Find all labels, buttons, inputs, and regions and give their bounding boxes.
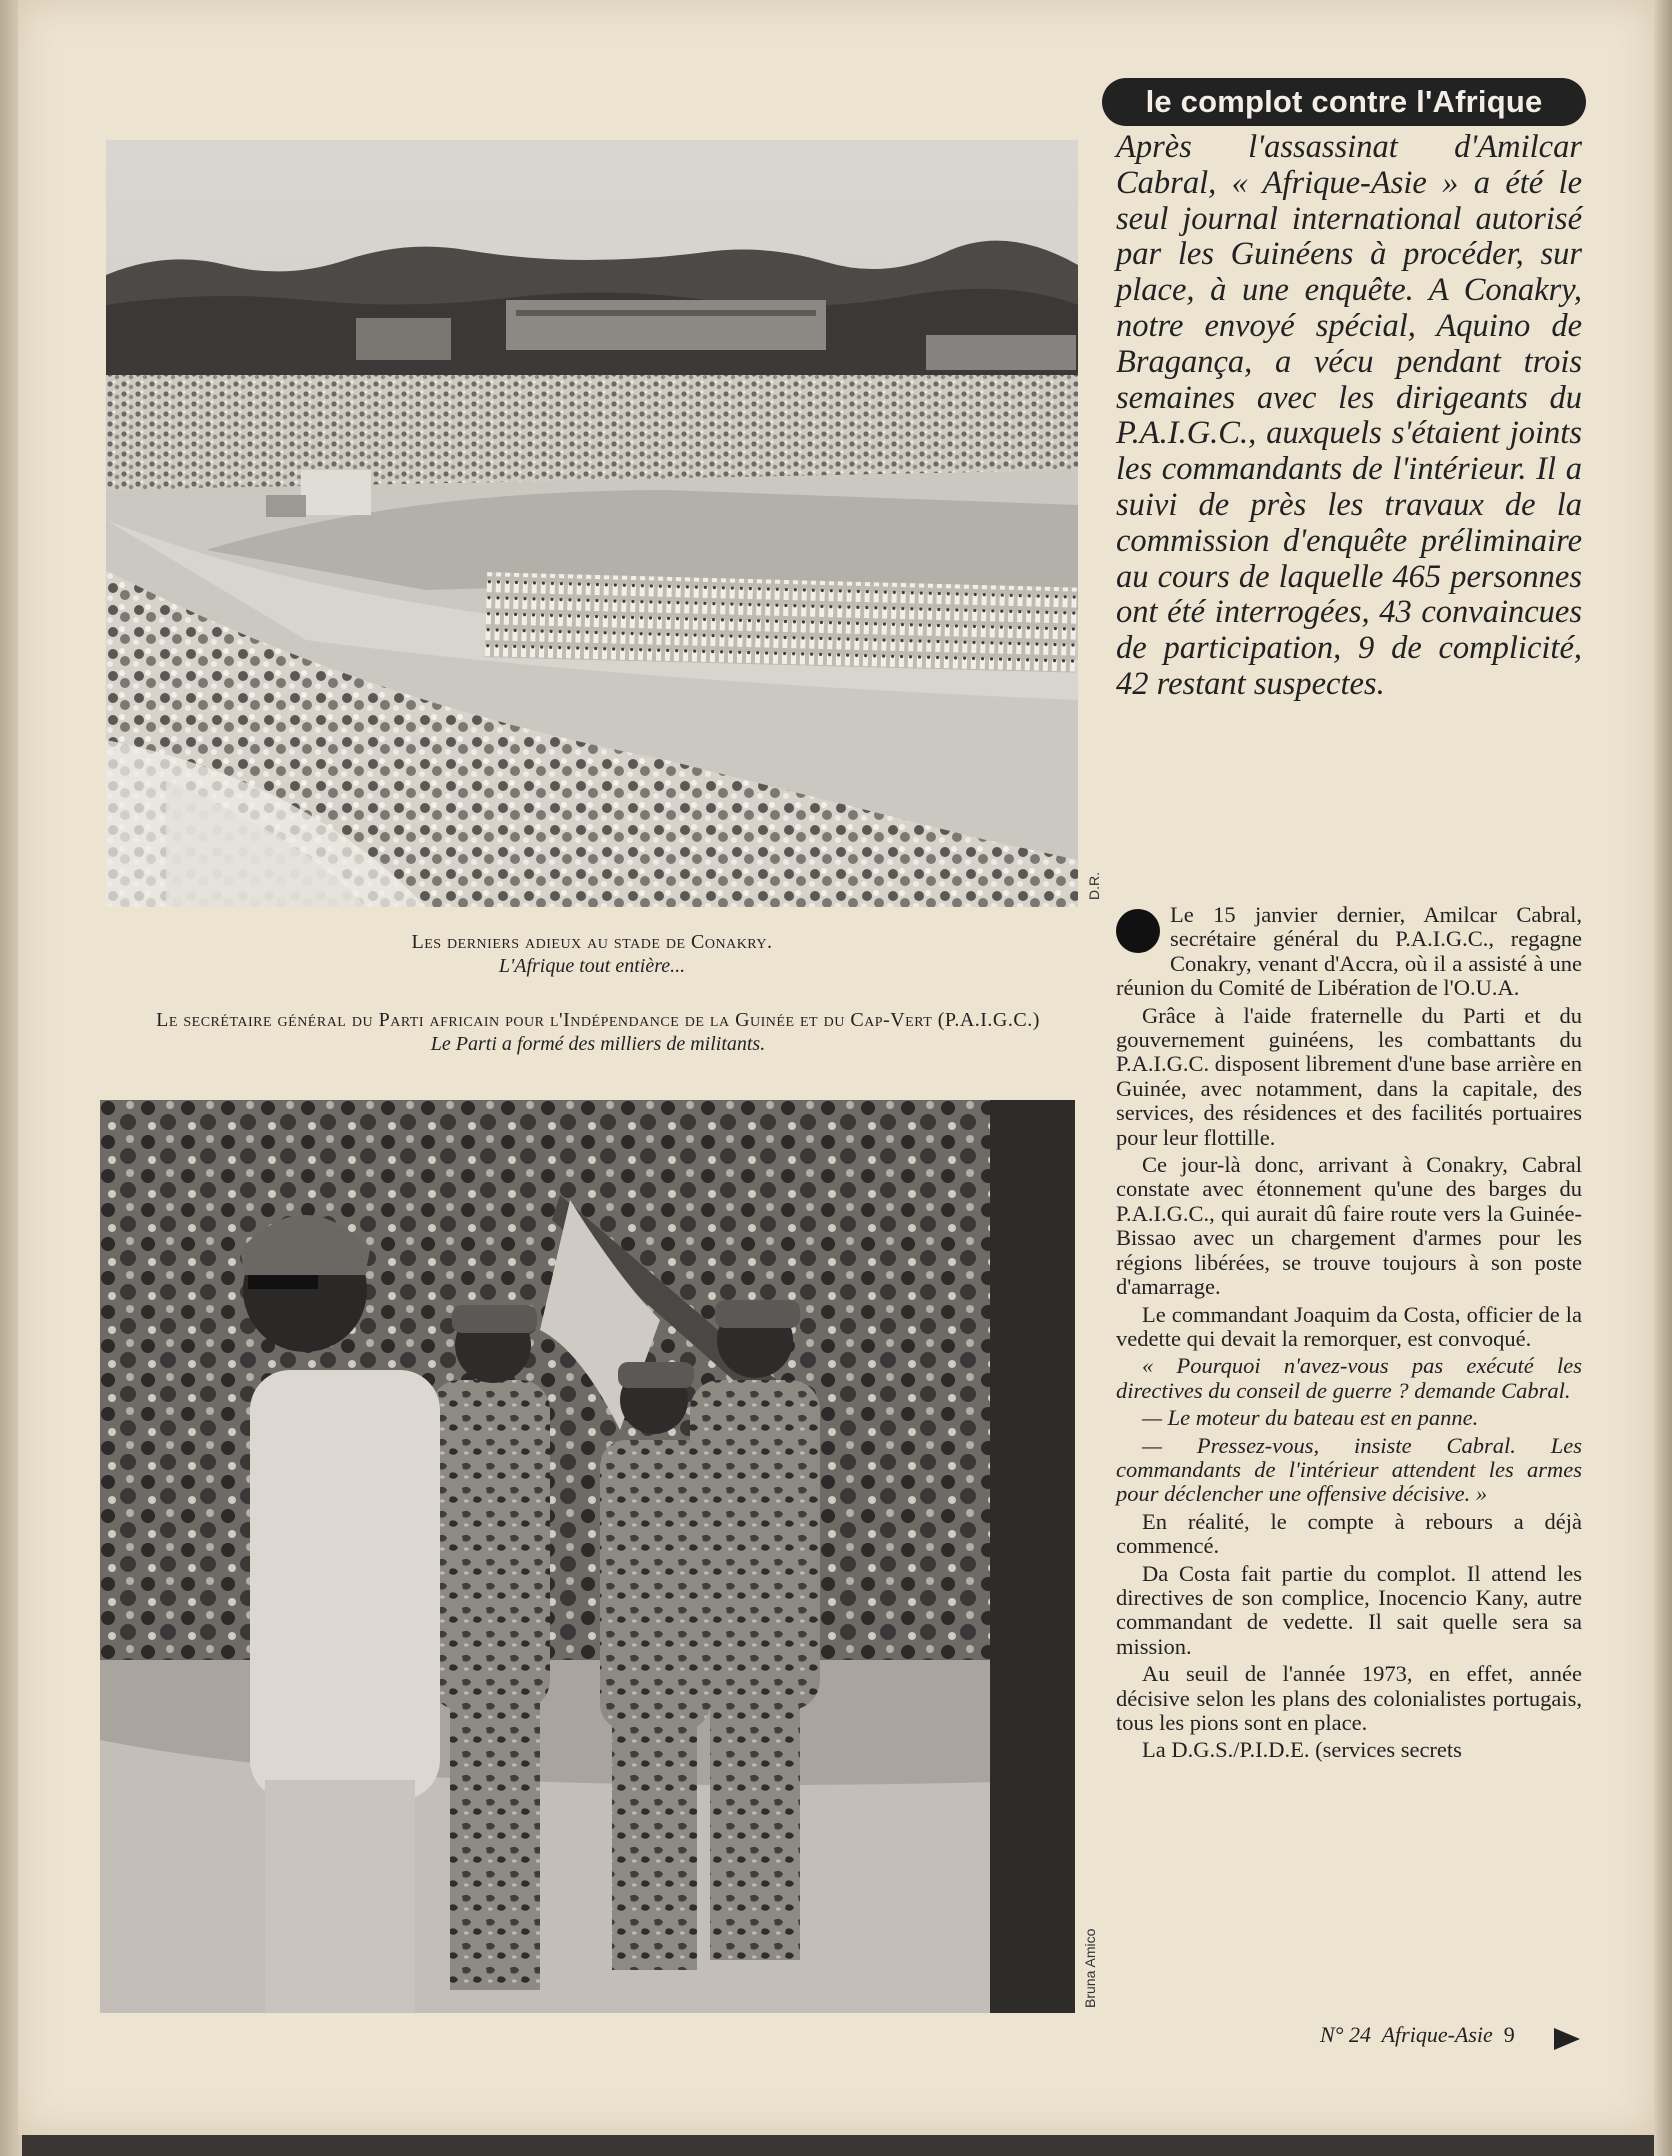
body-paragraph-11: La D.G.S./P.I.D.E. (services secrets — [1142, 1737, 1462, 1763]
continue-arrow-icon — [1554, 2028, 1580, 2050]
page-number: 9 — [1503, 2022, 1515, 2047]
right-page-edge — [1654, 0, 1672, 2156]
stadium-photo — [106, 140, 1078, 907]
caption-soldiers-subtitle: Le Parti a formé des milliers de militants. — [430, 1033, 766, 1055]
page-footer — [1320, 2022, 1515, 2048]
soldiers-photo — [100, 1100, 1075, 2013]
caption-soldiers — [138, 1008, 1058, 1056]
body-paragraph-8: En réalité, le compte à rebours a déjà commencé. — [1116, 1508, 1582, 1559]
magazine-page — [18, 0, 1654, 2135]
caption-stadium-subtitle: L'Afrique tout entière... — [498, 955, 686, 977]
photo-credit-1: D.R. — [1086, 872, 1102, 900]
article-body — [1116, 903, 1582, 1766]
body-paragraph-1: Le 15 janvier dernier, Amilcar Cabral, secrétaire général du P.A.I.G.C., regagne Conakry, venant d'Accra, où il a assisté à une réunion du Comité de Libération de l'O.U.A. — [1116, 902, 1582, 1001]
photo-credit-2: Bruna Amico — [1082, 1928, 1098, 2008]
section-tag: le complot contre l'Afrique — [1102, 78, 1586, 126]
body-paragraph-7: — Pressez-vous, insiste Cabral. Les commandants de l'intérieur attendent les armes pour déclencher une offensive décisive. » — [1116, 1432, 1582, 1507]
intro-paragraph: Après l'assassinat d'Amilcar Cabral, « Afrique-Asie » a été le seul journal international autorisé par les Guinéens à procéder, sur place, à une enquête. A Conakry, notre envoyé spécial, Aquino de Bragança, a vécu pendant trois semaines avec les dirigeants du P.A.I.G.C., auxquels s'étaient joints les commandants de l'intérieur. Il a suivi de près les travaux de la commission d'enquête préliminaire au cours de laquelle 465 personnes ont été interrogées, 43 convaincues de participation, 9 de complicité, 42 restant suspectes. — [1116, 129, 1582, 702]
body-paragraph-10: Au seuil de l'année 1973, en effet, année décisive selon les plans des colonialistes portugais, tous les pions sont en place. — [1116, 1661, 1582, 1735]
issue-number: N° 24 — [1320, 2022, 1371, 2047]
bullet-dot-icon — [1116, 909, 1160, 953]
caption-stadium-title: Les derniers adieux au stade de Conakry. — [411, 931, 773, 953]
body-paragraph-9: Da Costa fait partie du complot. Il attend les directives de son complice, Inocencio Kany, autre commandant de vedette. Il sait quelle sera sa mission. — [1116, 1560, 1582, 1659]
caption-soldiers-title: Le secrétaire général du Parti africain pour l'Indépendance de la Guinée et du Cap-Vert (P.A.I.G.C.) — [156, 1009, 1040, 1031]
magazine-name: Afrique-Asie — [1381, 2022, 1493, 2047]
body-paragraph-6: — Le moteur du bateau est en panne. — [1142, 1405, 1479, 1431]
caption-stadium — [106, 930, 1078, 978]
body-paragraph-4: Le commandant Joaquim da Costa, officier de la vedette qui devait la remorquer, est convoqué. — [1116, 1301, 1582, 1351]
body-paragraph-5: « Pourquoi n'avez-vous pas exécuté les directives du conseil de guerre ? demande Cabral. — [1116, 1353, 1582, 1403]
body-paragraph-2: Grâce à l'aide fraternelle du Parti et du gouvernement guinéens, les combattants du P.A.I.G.C. disposent librement d'une base arrière en Guinée, avec notamment, dans la capitale, des services, des résidences et des facilités portuaires pour leur flottille. — [1116, 1002, 1582, 1150]
body-paragraph-3: Ce jour-là donc, arrivant à Conakry, Cabral constate avec étonnement qu'une des barges du P.A.I.G.C., qui aurait dû faire route vers la Guinée-Bissao avec un chargement d'armes pour les régions libérées, se trouve toujours à son poste d'amarrage. — [1116, 1152, 1582, 1300]
